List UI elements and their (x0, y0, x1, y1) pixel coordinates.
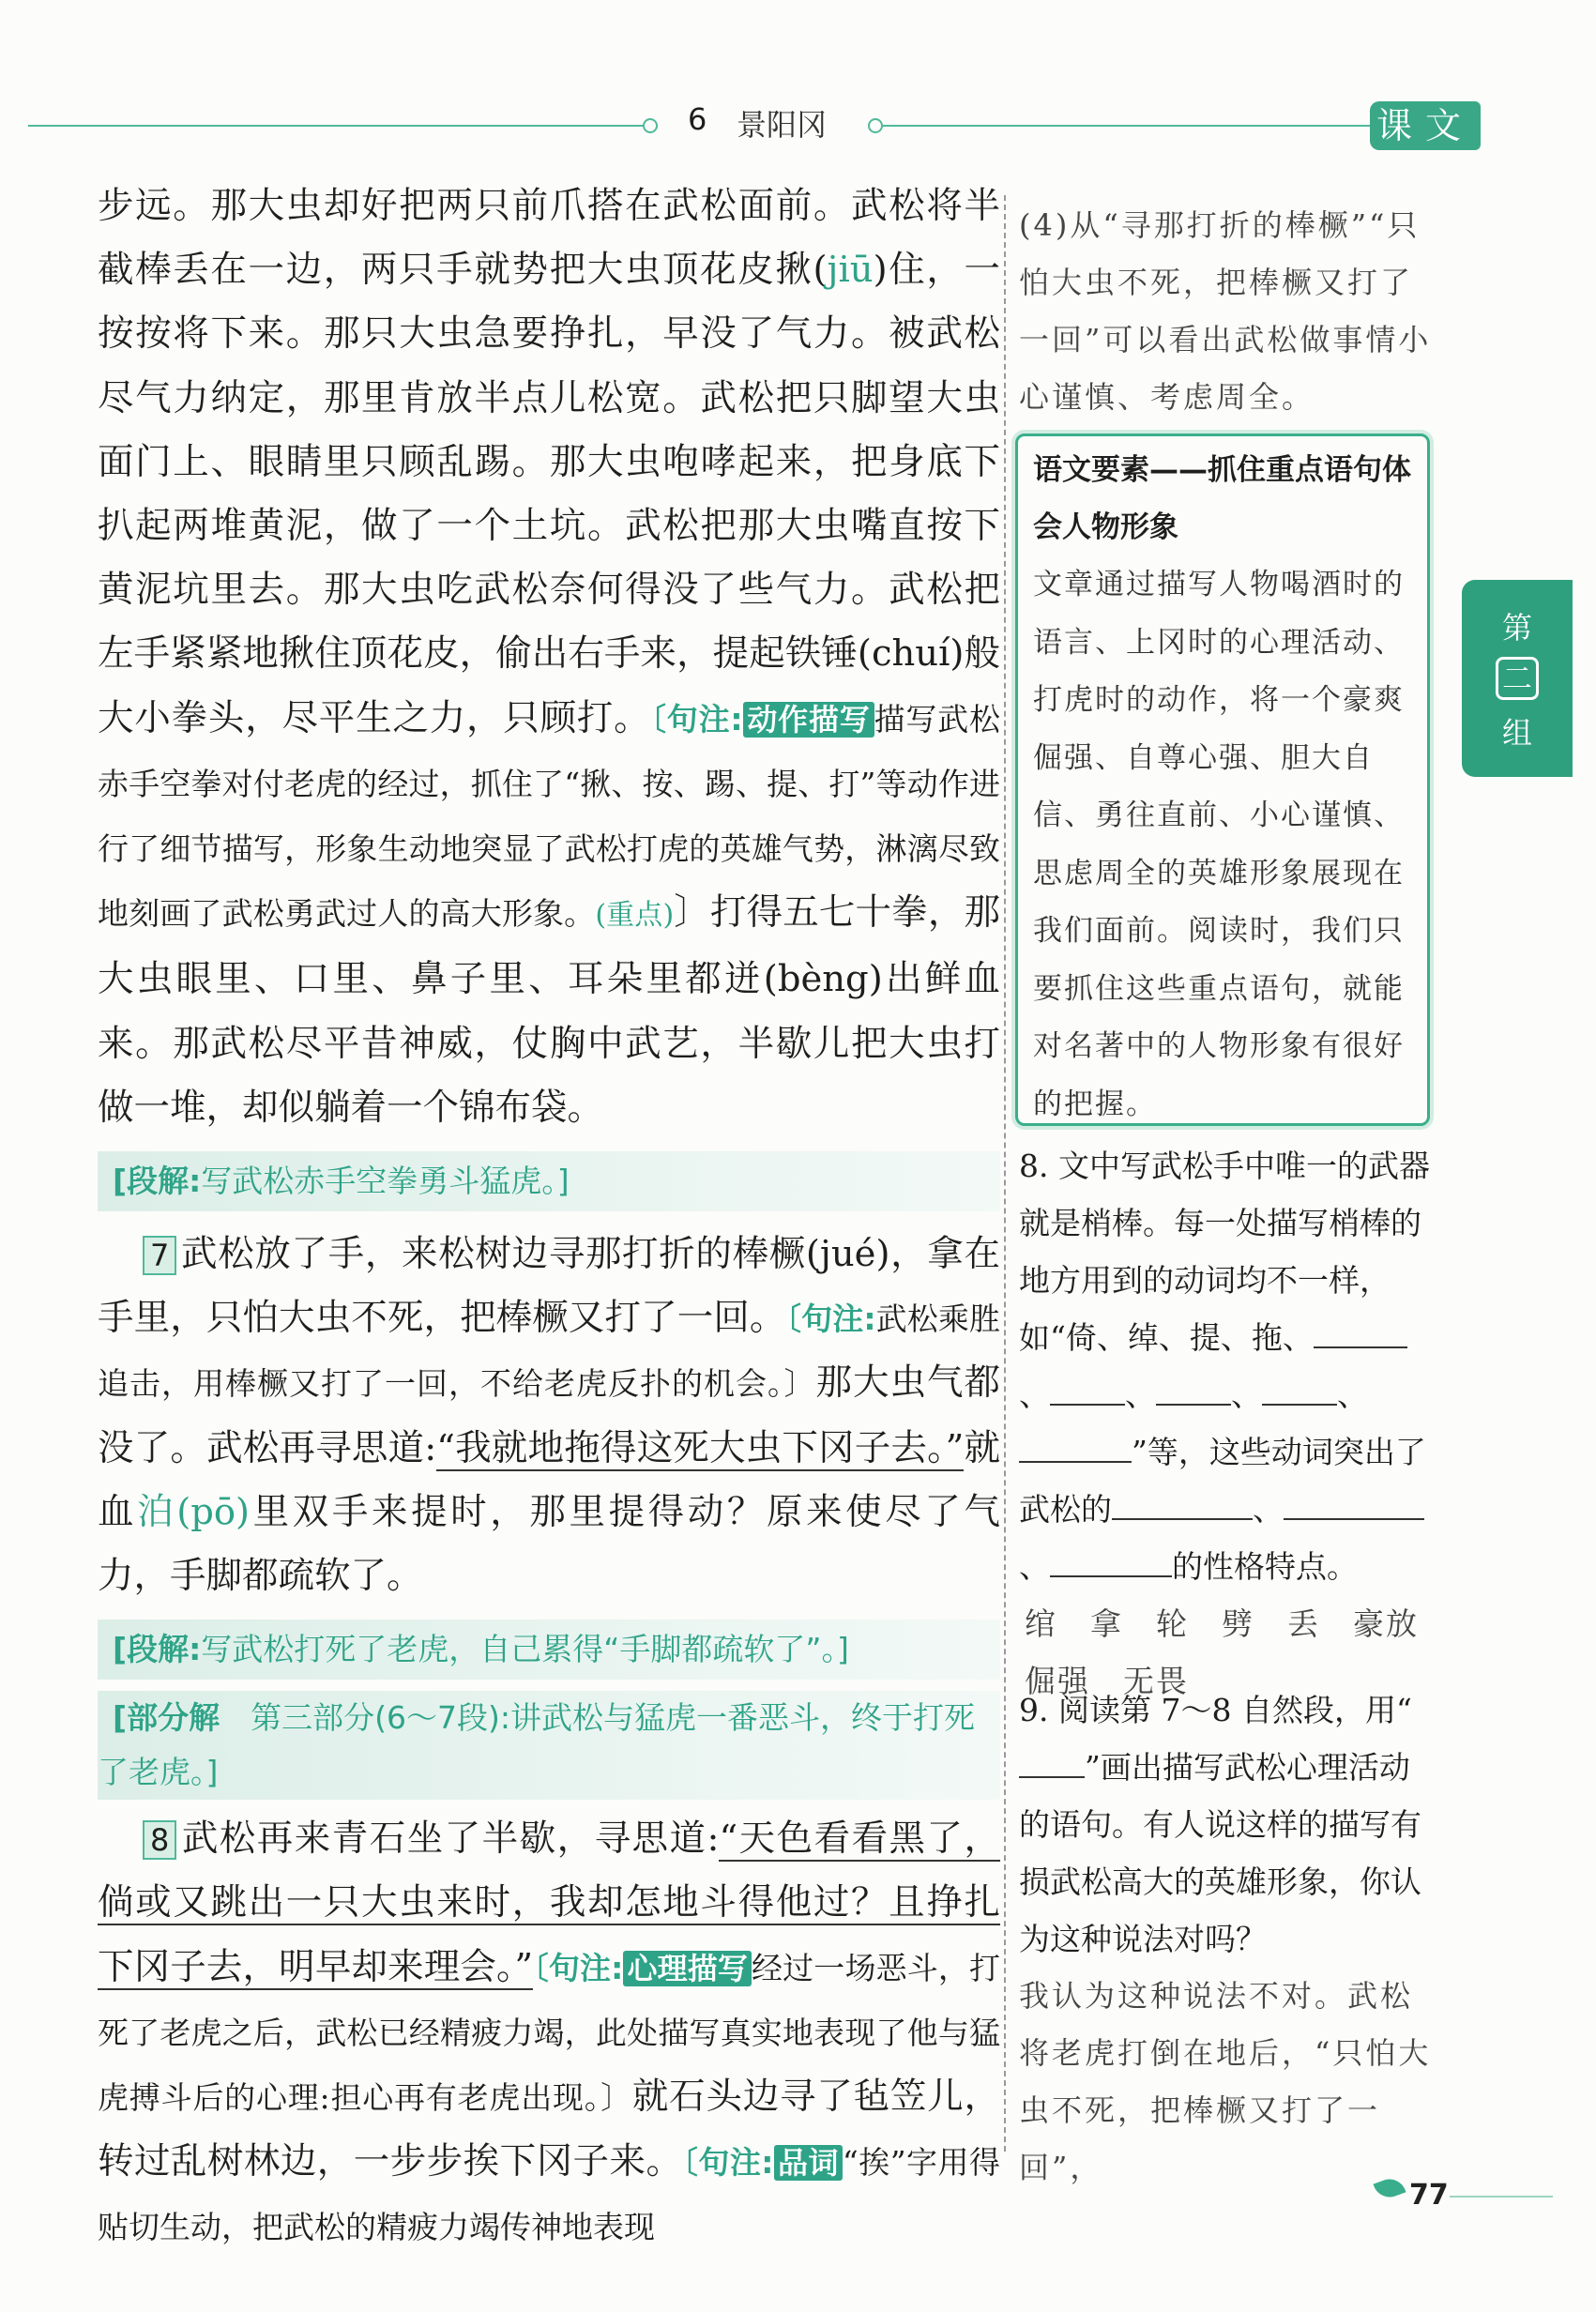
question-text: 9. 阅读第 7～8 自然段，用“ (1019, 1692, 1412, 1728)
sentence-note-mark: 〔句注: (682, 2144, 774, 2182)
unit-tab-line1: 第 (1501, 610, 1532, 646)
sentence-note: “挨”字用得贴切生动，把武松的精疲力竭传神地表现 (98, 2144, 1000, 2246)
text: )，拿在手里，只怕大虫不死，把棒橛又打了一回。 (98, 1233, 1000, 1340)
header-rule-dot-right (868, 118, 883, 133)
paragraph-analysis-2 (98, 1620, 1000, 1680)
section-tab-kewen: 课文 (1370, 101, 1481, 150)
note-tag: 心理描写 (623, 1951, 752, 1986)
text: 步远。那大虫却好把两只前爪搭在武松面前。武松将半截棒丢在一边，两只手就势把大虫顶花皮揪( (98, 185, 1000, 292)
pinyin: chuí (871, 632, 950, 676)
paragraph-8 (98, 1807, 1000, 2259)
pinyin: jué (819, 1233, 876, 1276)
column-divider (1004, 195, 1006, 2152)
text: )出鲜血来。那武松尽平昔神威，仗胸中武艺，半歇儿把大虫打做一堆，却似躺着一个锦布袋。 (98, 958, 1000, 1129)
question-8-text: 8. 文中写武松手中唯一的武器就是梢棒。每一处描写梢棒的地方用到的动词均不一样，如“倚、绰、提、拖、、 、 、 、”等，这些动词突出了武松的 、、 的性格特点。 (1019, 1148, 1430, 1585)
question-text: 8. 文中写武松手中唯一的武器就是梢棒。每一处描写梢棒的地方用到的动词均不一样，如“倚、绰、提、拖、 (1019, 1148, 1430, 1356)
text: 武松再来青石坐了半歇，寻思道: (180, 1818, 720, 1861)
text: )般大小拳头，尽平生之力，只顾打。 (98, 632, 1000, 739)
part-label: [部分解 (113, 1699, 220, 1737)
unit-tab-line2: 二 (1496, 657, 1539, 700)
lesson-title: 景阳冈 (737, 107, 828, 143)
pinyin: bèng (777, 958, 869, 1001)
answer-blank[interactable] (1284, 1518, 1424, 1520)
answer-blank[interactable] (1050, 1575, 1172, 1577)
question-text: 的性格特点。 (1172, 1548, 1358, 1585)
answer-blank[interactable] (1262, 1404, 1337, 1406)
key-point-label: (重点) (595, 899, 675, 933)
question-9 (1019, 1681, 1432, 2197)
answer-text: 我认为这种说法不对。武松将老虎打倒在地后，“只怕大虫不死，把棒橛又打了一回”， (1019, 1978, 1432, 2185)
bracket: 〕 (674, 891, 710, 935)
part-text: 第三部分(6～7段):讲武松与猛虎一番恶斗，终于打死了老虎。] (98, 1699, 975, 1791)
paragraph-6-continued (98, 175, 1000, 1140)
box-text: 文章通过描写人物喝酒时的语言、上冈时的心理活动、打虎时的动作，将一个豪爽倔强、自尊心强、胆大自信、勇往直前、小心谨慎、思虑周全的英雄形象展现在我们面前。阅读时，我们只要抓住这些重点语句，就能对名著中的人物形象有很好的把握。 (1033, 568, 1405, 1121)
paragraph-number: 8 (143, 1820, 176, 1860)
answer-blank[interactable] (1314, 1346, 1407, 1348)
sentence-note: 描写武松赤手空拳对付老虎的经过，抓住了“揪、按、踢、提、打”等动作进行了细节描写，形象生动地突显了武松打虎的英雄气势，淋漓尽致地刻画了武松勇武过人的高大形象。 (98, 700, 1000, 933)
paragraph-number: 7 (143, 1236, 176, 1275)
question-8 (1019, 1137, 1452, 1710)
header-rule-left (28, 125, 657, 127)
answer-text: (4)从“寻那打折的棒橛”“只怕大虫不死，把棒橛又打了一回”可以看出武松做事情小心谨慎、考虑周全。 (1019, 207, 1432, 415)
text: 打得五七十拳，那大虫眼里、口里、鼻子里、耳朵里都迸( (98, 891, 1000, 1001)
header-rule-dot-left (643, 118, 658, 133)
sentence-note-mark: 〔句注: (533, 1949, 624, 1986)
note-tag: 品词 (774, 2145, 843, 2181)
text: )住，一按按将下来。那只大虫急要挣扎，早没了气力。被武松尽气力纳定，那里肯放半点儿松宽。武松把只脚望大虫面门上、眼睛里只顾乱踢。那大虫咆哮起来，把身底下扒起两堆黄泥，做了一个土坑。武松把那大虫嘴直按下黄泥坑里去。那大虫吃武松奈何得没了些气力。武松把左手紧紧地揪住顶花皮，偷出右手来，提起铁锤( (98, 249, 1000, 676)
underline-sample (1019, 1776, 1085, 1778)
text: 就血 (98, 1426, 1000, 1533)
answer-blank[interactable] (1112, 1518, 1253, 1520)
paragraph-analysis-1 (98, 1151, 1000, 1211)
footer-rule (1450, 2196, 1553, 2198)
sentence-note: 武松乘胜追击，用棒橛又打了一回，不给老虎反扑的机会。〕 (98, 1300, 1001, 1403)
answer-blank[interactable] (1050, 1404, 1125, 1406)
paragraph-7 (98, 1223, 1000, 1608)
question-9-text (1019, 1681, 1432, 1968)
box-title: 语文要素——抓住重点语句体会人物形象 (1033, 453, 1411, 544)
text: 武松放了手，来松树边寻那打折的棒橛( (180, 1233, 820, 1276)
main-text-column (98, 175, 1000, 2260)
analysis-label: [段解: (113, 1631, 202, 1668)
unit-tab-line3: 组 (1501, 715, 1532, 751)
note-tag: 动作描写 (743, 702, 874, 738)
sentence-note: 经过一场恶斗，打死了老虎之后，武松已经精疲力竭，此处描写真实地表现了他与猛虎搏斗后的心理:担心再有老虎出现。〕 (98, 1949, 1000, 2117)
underlined-quote: “天色看看黑了，倘或又跳出一只大虫来时，我却怎地斗得他过？且挣扎下冈子去，明早却来理会。” (98, 1818, 1000, 1988)
sentence-note-mark: 〔句注: (650, 700, 743, 738)
pinyin: jiū (827, 249, 874, 292)
word-bank: 绾 拿 轮 劈 丢 豪放 倔强 无畏 (1025, 1605, 1452, 1699)
underlined-quote: “我就地拖得这死大虫下冈子去。” (436, 1426, 965, 1469)
highlighted-word: 泊(pō) (137, 1490, 251, 1533)
part-analysis (98, 1691, 1000, 1800)
sentence-note-mark: 〔句注: (785, 1300, 876, 1338)
text: 那大虫气都没了。武松再寻思道: (98, 1361, 1000, 1469)
analysis-label: [段解: (113, 1163, 202, 1200)
question-text: ”画出描写武松心理活动的语句。有人说这样的描写有损武松高大的英雄形象，你认为这种说法对吗？ (1019, 1749, 1421, 1957)
analysis-text: 写武松打死了老虎，自己累得“手脚都疏软了”。] (201, 1631, 849, 1668)
text: 就石头边寻了毡笠儿，转过乱树林边，一步步挨下冈子来。 (98, 2076, 1000, 2183)
lesson-number: 6 (688, 101, 707, 137)
header-rule-right (882, 125, 1370, 127)
unit-side-tab (1462, 580, 1573, 777)
answer-q4 (1019, 197, 1432, 426)
page-number: 77 (1409, 2179, 1449, 2212)
analysis-text: 写武松赤手空拳勇斗猛虎。] (201, 1163, 570, 1200)
answer-blank[interactable] (1019, 1461, 1132, 1463)
question-text: ”等，这些动词突出了武松的 (1019, 1434, 1426, 1528)
language-element-box (1015, 434, 1430, 1126)
answer-blank[interactable] (1156, 1404, 1231, 1406)
text: 里双手来提时，那里提得动？原来使尽了气力，手脚都疏软了。 (98, 1490, 1000, 1598)
